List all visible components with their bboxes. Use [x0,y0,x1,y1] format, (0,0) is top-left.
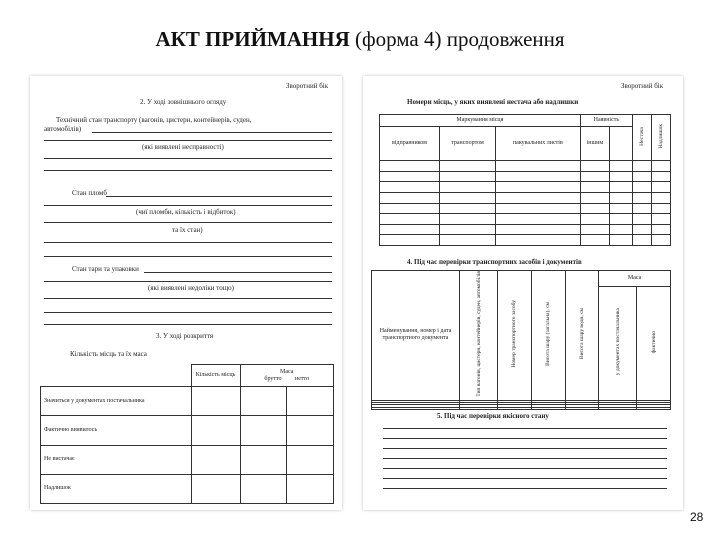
doc-name-header: Найменування, номер і дата транспортного документа [372,271,460,401]
seals-note-cont: та їх стан) [172,226,203,234]
vehicle-number-header: Номер транспортного засобу [498,271,532,401]
fill-line [44,242,332,243]
reverse-side-label: Зворотний бік [286,82,329,90]
fill-line [44,170,332,171]
fill-line [383,468,667,469]
fill-line [383,438,667,439]
page-number: 28 [690,510,704,524]
sender-header: відправником [380,127,440,161]
fill-line [106,196,332,197]
mass-actual-header: фактично [637,286,671,400]
row-label-shortage: Не вистачає [41,445,192,474]
mass-header: Маса [599,271,671,287]
form-page-right [363,76,683,510]
empty-cell [41,365,192,387]
seals-state-label: Стан пломб [72,189,107,197]
water-height-header: Висота шару води, см [565,271,599,401]
presence-header: Наявність [580,115,632,127]
count-mass-label: Кількість місць та їх маса [70,350,147,358]
fill-line [44,222,332,223]
reverse-side-label: Зворотний бік [621,82,664,90]
page-title: АКТ ПРИЙМАННЯ (форма 4) продовження [155,27,565,51]
fill-line [44,256,332,257]
count-mass-table [40,364,334,504]
vehicle-type-header: Тип вагонів, цистерн, контейнерів, суден, автомобілів [460,271,498,401]
fill-line [44,281,332,282]
mass-docs-header: у документах постачальника [599,286,637,400]
surplus-header: Надлишок [652,115,671,161]
row-label-actual: Фактично виявилось [41,416,192,445]
packaging-state-label: Стан тари та упаковки [72,265,139,273]
transport-check-table [371,270,671,410]
layer-height-header: Висота шару (загальна), см [531,271,565,401]
qty-header: Кількість місць [191,365,240,387]
marking-header: Маркування місця [380,115,581,127]
places-heading: Номери місць, у яких виявлені нестача або надлишки [407,98,579,106]
tech-state-label: Технічний стан транспорту (вагонів, цистерн, контейнерів, суден, [56,116,252,124]
packing-header: пакувальних листів [496,127,581,161]
shortage-header: Нестача [633,115,652,161]
fill-line [383,448,667,449]
section-4-heading: 4. Під час перевірки транспортних засобів і документів [407,258,582,266]
fill-line [383,428,667,429]
fill-line [44,140,332,141]
fill-line [92,132,332,133]
fill-line [383,478,667,479]
fill-line [44,205,332,206]
fill-line [44,312,332,313]
places-table [379,114,671,246]
section-5-heading: 5. Під час перевірки якісного стану [437,412,549,420]
fill-line [44,324,332,325]
fill-line [44,298,332,299]
fill-line [383,458,667,459]
seals-note: (чиї пломби, кількість і відбиток) [136,208,236,216]
fill-line [144,272,332,273]
section-2-heading: 2. У ході зовнішнього огляду [140,98,227,106]
transport-header: транспортом [440,127,496,161]
fill-line [383,488,667,489]
tech-state-label-cont: автомобілів) [44,125,82,133]
mass-header: Маса брутто нетто [240,365,334,387]
form-page-left [30,76,342,510]
fill-line [44,158,332,159]
packaging-note: (які виявлені недоліки тощо) [148,284,234,292]
defects-note: (які виявлені несправності) [142,143,224,151]
other-header: іншим [580,127,609,161]
section-3-heading: 3. У ході розкриття [156,332,214,340]
row-label-surplus: Надлишок [41,474,192,503]
row-label-supplier: Значиться у документах постачальника [41,387,192,416]
